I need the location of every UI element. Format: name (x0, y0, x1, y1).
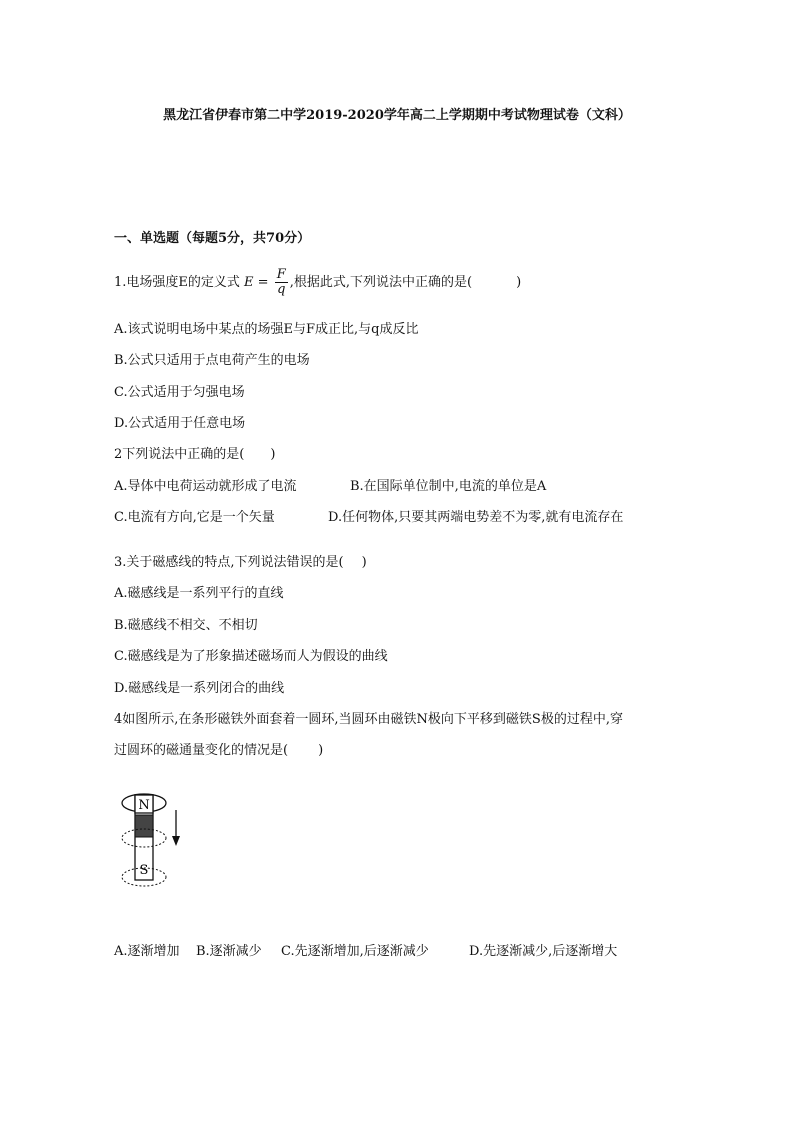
question-4-stem-line1: 4如图所示,在条形磁铁外面套着一圆环,当圆环由磁铁N极向下平移到磁铁S极的过程中,穿 (114, 712, 623, 727)
question-1-option-c: C.公式适用于匀强电场 (114, 385, 245, 400)
question-3-stem-text: 3.关于磁感线的特点,下列说法错误的是( (114, 555, 344, 570)
question-2-option-a: A.导体中电荷运动就形成了电流 (114, 479, 297, 494)
question-4-option-c: C.先逐渐增加,后逐渐减少 (281, 944, 429, 959)
question-1-option-b: B.公式只适用于点电荷产生的电场 (114, 353, 310, 368)
formula-lhs: E (244, 275, 254, 290)
question-4-option-b: B.逐渐减少 (196, 944, 262, 959)
question-4-close: ) (318, 743, 324, 758)
question-1-option-d: D.公式适用于任意电场 (114, 416, 246, 431)
down-arrow-icon (172, 836, 180, 846)
south-pole-label: S (139, 863, 149, 878)
formula-denominator: q (277, 282, 286, 297)
magnet-ring-figure (114, 790, 194, 890)
question-4-stem-line2 (114, 742, 323, 760)
question-2-option-d: D.任何物体,只要其两端电势差不为零,就有电流存在 (328, 510, 624, 525)
section-heading: 一、单选题（每题5分，共70分） (114, 231, 311, 246)
question-2-stem-text: 2下列说法中正确的是( (114, 447, 245, 462)
question-3-close: ) (361, 555, 367, 570)
page-title: 黑龙江省伊春市第二中学2019-2020学年高二上学期期中考试物理试卷（文科） (163, 108, 631, 123)
question-2-stem (114, 446, 275, 464)
question-3-option-a: A.磁感线是一系列平行的直线 (114, 586, 284, 601)
question-1-prefix: 1.电场强度E的定义式 (114, 275, 240, 290)
formula-equals: = (253, 275, 273, 290)
question-2-close: ) (270, 447, 276, 462)
north-pole-label: N (138, 798, 150, 813)
question-1-suffix: ,根据此式,下列说法中正确的是( (289, 275, 473, 290)
question-1-close: ) (516, 275, 522, 290)
question-4-option-d: D.先逐渐减少,后逐渐增大 (469, 944, 618, 959)
question-4-option-a: A.逐渐增加 (114, 944, 180, 959)
question-4-stem-line2-text: 过圆环的磁通量变化的情况是( (114, 743, 289, 758)
formula-numerator: F (276, 267, 286, 282)
question-3-option-d: D.磁感线是一系列闭合的曲线 (114, 681, 285, 696)
question-3-stem (114, 554, 367, 572)
formula-fraction (275, 268, 288, 297)
question-1-stem (114, 268, 521, 297)
question-3-option-b: B.磁感线不相交、不相切 (114, 618, 258, 633)
question-3-option-c: C.磁感线是为了形象描述磁场而人为假设的曲线 (114, 649, 388, 664)
question-2-option-c: C.电流有方向,它是一个矢量 (114, 510, 275, 525)
magnet-middle (135, 815, 153, 837)
question-1-option-a: A.该式说明电场中某点的场强E与F成正比,与q成反比 (114, 322, 419, 337)
question-2-option-b: B.在国际单位制中,电流的单位是A (350, 479, 547, 494)
